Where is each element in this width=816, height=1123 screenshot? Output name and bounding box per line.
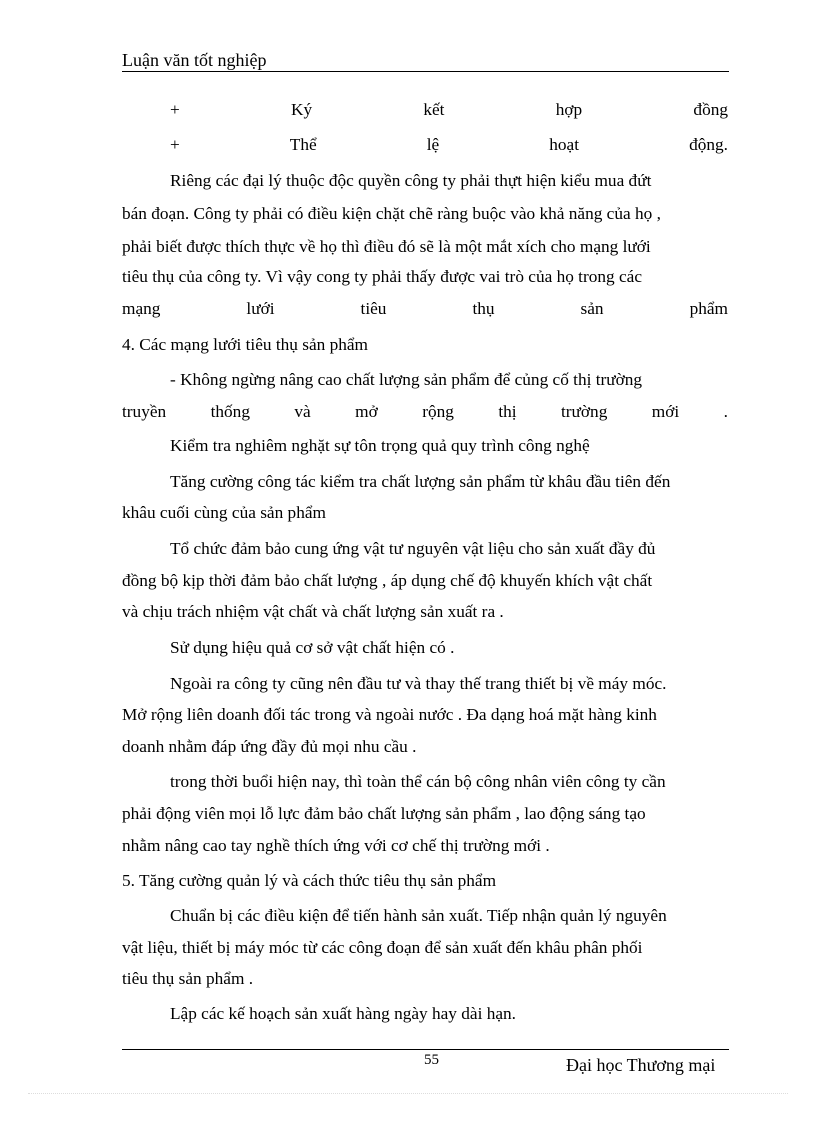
paragraph-line: Ngoài ra công ty cũng nên đầu tư và thay thế trang thiết bị về máy móc.: [170, 674, 667, 693]
header-rule: [122, 71, 729, 72]
plus-line-contract: [170, 98, 728, 122]
word: +: [170, 135, 180, 154]
paragraph-line: tiêu thụ của công ty. Vì vậy cong ty phải thấy được vai trò của họ trong các: [122, 267, 642, 286]
word: +: [170, 100, 180, 119]
word: mở: [355, 402, 378, 421]
word: và: [294, 402, 311, 421]
word: đồng: [693, 100, 728, 119]
paragraph-line: phải động viên mọi lỗ lực đảm bảo chất lượng sản phẩm , lao động sáng tạo: [122, 804, 646, 823]
word: mới: [651, 402, 680, 421]
word: trường: [561, 402, 608, 421]
paragraph-line: và chịu trách nhiệm vật chất và chất lượng sản xuất ra .: [122, 602, 504, 621]
paragraph-line: doanh nhằm đáp ứng đầy đủ mọi nhu cầu .: [122, 737, 417, 756]
paragraph-line: Mở rộng liên doanh đối tác trong và ngoài nước . Đa dạng hoá mặt hàng kinh: [122, 705, 657, 724]
paragraph-line: Chuẩn bị các điều kiện để tiến hành sản xuất. Tiếp nhận quản lý nguyên: [170, 906, 667, 925]
paragraph-line: đồng bộ kịp thời đảm bảo chất lượng , áp dụng chế độ khuyến khích vật chất: [122, 571, 653, 590]
paragraph-line: trong thời buổi hiện nay, thì toàn thể cán bộ công nhân viên công ty cần: [170, 772, 666, 791]
paragraph-line: Sử dụng hiệu quả cơ sở vật chất hiện có .: [170, 638, 455, 657]
page-number: 55: [424, 1052, 439, 1068]
word: tiêu: [360, 299, 387, 318]
paragraph-line: bán đoạn. Công ty phải có điều kiện chặt chẽ ràng buộc vào khả năng của họ ,: [122, 204, 661, 223]
word: rộng: [422, 402, 454, 421]
word: .: [723, 402, 728, 421]
word: lưới: [246, 299, 275, 318]
word: hợp: [555, 100, 583, 119]
paragraph-line: - Không ngừng nâng cao chất lượng sản phẩm để củng cố thị trường: [170, 370, 643, 389]
word: thị: [498, 402, 517, 421]
paragraph-line: Riêng các đại lý thuộc độc quyền công ty phải thựt hiện kiểu mua đứt: [170, 171, 652, 190]
word: phẩm: [689, 299, 728, 318]
paragraph-line: tiêu thụ sản phẩm .: [122, 969, 254, 988]
paragraph-line: [122, 400, 728, 424]
paragraph-line: vật liệu, thiết bị máy móc từ các công đoạn để sản xuất đến khâu phân phối: [122, 938, 643, 957]
paragraph-line: khâu cuối cùng của sản phẩm: [122, 503, 326, 522]
word: hoạt: [549, 135, 580, 154]
word: lệ: [426, 135, 440, 154]
word: sản: [580, 299, 604, 318]
footer-rule: [122, 1049, 729, 1050]
paragraph-line: nhằm nâng cao tay nghề thích ứng với cơ chế thị trường mới .: [122, 836, 550, 855]
word: động.: [689, 135, 728, 154]
running-header: Luận văn tốt nghiệp: [122, 50, 267, 70]
word: kết: [423, 100, 445, 119]
footer-university: Đại học Thương mại: [566, 1055, 716, 1075]
page-edge-divider: [28, 1093, 788, 1094]
word: Thể: [289, 135, 317, 154]
plus-line-rules: [170, 133, 728, 157]
paragraph-line: [122, 297, 728, 321]
paragraph-line: phải biết được thích thực về họ thì điều đó sẽ là một mắt xích cho mạng lưới: [122, 237, 651, 256]
paragraph-line: Tổ chức đảm bảo cung ứng vật tư nguyên vật liệu cho sản xuất đầy đủ: [170, 539, 656, 558]
section-heading-4: 4. Các mạng lưới tiêu thụ sản phẩm: [122, 335, 368, 354]
word: mạng: [122, 299, 161, 318]
word: truyền: [122, 402, 167, 421]
paragraph-line: Lập các kế hoạch sản xuất hàng ngày hay dài hạn.: [170, 1004, 516, 1023]
word: Ký: [291, 100, 313, 119]
word: thống: [210, 402, 250, 421]
paragraph-line: Tăng cường công tác kiểm tra chất lượng sản phẩm từ khâu đầu tiên đến: [170, 472, 671, 491]
section-heading-5: 5. Tăng cường quản lý và cách thức tiêu thụ sản phẩm: [122, 871, 497, 890]
word: thụ: [472, 299, 495, 318]
paragraph-line: Kiểm tra nghiêm nghặt sự tôn trọng quả quy trình công nghệ: [170, 436, 590, 455]
